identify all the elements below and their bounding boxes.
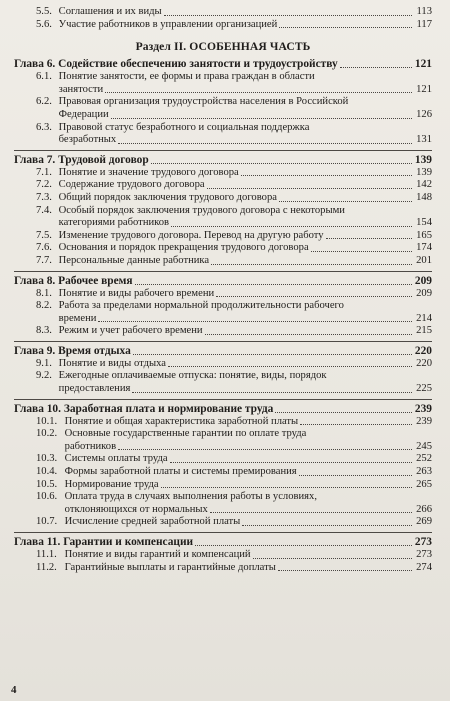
section-page: 265 <box>416 478 432 490</box>
toc-section-entry <box>14 358 432 371</box>
dot-leader <box>326 237 412 239</box>
dot-leader <box>242 524 412 526</box>
chapter-divider <box>14 532 432 533</box>
chapter-page: 220 <box>414 344 432 357</box>
chapter-page: 239 <box>414 402 432 415</box>
dot-leader <box>279 200 412 202</box>
toc-section-entry <box>14 134 432 147</box>
toc-chapter-entry <box>14 536 432 549</box>
section-title: занятости <box>58 83 104 95</box>
dot-leader <box>105 91 412 93</box>
section-title: Понятие и виды гарантий и компенсаций <box>64 549 251 560</box>
toc-section-entry-line <box>14 96 432 109</box>
section-number: 10.5. <box>36 478 58 490</box>
section-page: 252 <box>416 453 432 465</box>
section-title: категориями работников <box>58 217 170 229</box>
section-title: Понятие и общая характеристика заработной платы <box>64 415 299 427</box>
section-title: Основные государственные гарантии по оплате труда <box>64 428 307 440</box>
section-page: 225 <box>416 383 432 395</box>
section-number: 9.1. <box>36 357 52 369</box>
chapter-divider <box>14 150 432 151</box>
section-title: Участие работников в управлении организацией <box>58 18 278 30</box>
chapter-divider <box>14 341 432 342</box>
chapter-title: Глава 9. Время отдыха <box>14 344 131 357</box>
dot-leader <box>132 391 412 393</box>
section-number: 7.7. <box>36 254 52 266</box>
section-title: Понятие и виды отдыха <box>58 357 166 369</box>
toc-section-entry <box>14 242 432 255</box>
section-title: Правовая организация трудоустройства населения в Российской <box>58 96 349 108</box>
toc-section-entry <box>14 453 432 466</box>
toc-section-entry <box>14 516 432 529</box>
section-page: 117 <box>416 18 432 30</box>
section-title: Работа за пределами нормальной продолжительности рабочего <box>58 300 344 312</box>
section-page: 266 <box>416 503 432 515</box>
dot-leader <box>216 295 412 297</box>
section-page: 165 <box>416 229 432 241</box>
section-number: 7.2. <box>36 179 52 191</box>
section-number: 10.1. <box>36 415 58 427</box>
section-page: 126 <box>416 108 432 120</box>
section-page: 139 <box>416 166 432 178</box>
chapter-page: 121 <box>414 58 432 71</box>
toc-section-entry <box>14 217 432 230</box>
section-number: 9.2. <box>36 370 52 382</box>
table-of-contents <box>14 6 432 574</box>
section-number: 6.3. <box>36 121 52 133</box>
section-number: 7.6. <box>36 242 52 254</box>
section-page: 269 <box>416 516 432 528</box>
dot-leader <box>171 225 412 227</box>
section-title: отклоняющихся от нормальных <box>64 503 208 515</box>
section-title: Ежегодные оплачиваемые отпуска: понятие, виды, порядок <box>58 370 327 382</box>
toc-section-entry <box>14 416 432 429</box>
toc-section-entry <box>14 230 432 243</box>
dot-leader <box>340 66 412 68</box>
section-title: Системы оплаты труда <box>64 453 168 465</box>
section-page: 245 <box>416 440 432 452</box>
section-title: Понятие и виды рабочего времени <box>58 287 215 299</box>
toc-section-entry <box>14 84 432 97</box>
section-number: 10.7. <box>36 516 58 528</box>
dot-leader <box>151 162 412 164</box>
page-number: 4 <box>11 684 17 696</box>
section-title: Федерации <box>58 108 109 120</box>
toc-chapter-entry <box>14 58 432 71</box>
section-title: Нормирование труда <box>64 478 159 490</box>
section-page: 263 <box>416 466 432 478</box>
toc-section-entry <box>14 109 432 122</box>
section-number: 7.1. <box>36 166 52 178</box>
dot-leader <box>98 320 412 322</box>
toc-section-entry <box>14 255 432 268</box>
toc-section-entry-line <box>14 491 432 504</box>
dot-leader <box>164 14 412 16</box>
section-title: Формы заработной платы и системы премирования <box>64 466 297 478</box>
dot-leader <box>135 283 412 285</box>
section-title: безработных <box>58 134 117 146</box>
toc-section-entry <box>14 6 432 19</box>
dot-leader <box>311 250 412 252</box>
dot-leader <box>161 486 412 488</box>
section-title: времени <box>58 312 97 324</box>
toc-section-entry <box>14 479 432 492</box>
chapter-title: Глава 10. Заработная плата и нормирование труда <box>14 402 274 415</box>
dot-leader <box>168 365 412 367</box>
toc-section-entry <box>14 19 432 32</box>
toc-section-entry <box>14 466 432 479</box>
dot-leader <box>278 569 412 571</box>
section-title: Гарантийные выплаты и гарантийные доплаты <box>64 561 276 573</box>
section-title: Режим и учет рабочего времени <box>58 325 203 337</box>
section-page: 121 <box>416 83 432 95</box>
chapter-page: 209 <box>414 274 432 287</box>
section-number: 7.4. <box>36 204 52 216</box>
section-page: 215 <box>416 325 432 337</box>
dot-leader <box>241 174 412 176</box>
chapter-divider <box>14 271 432 272</box>
chapter-title: Глава 7. Трудовой договор <box>14 153 149 166</box>
chapter-title: Глава 8. Рабочее время <box>14 274 133 287</box>
dot-leader <box>279 26 412 28</box>
section-number: 6.1. <box>36 71 52 83</box>
toc-section-entry <box>14 179 432 192</box>
section-number: 11.2. <box>36 561 57 573</box>
section-page: 239 <box>416 415 432 427</box>
dot-leader <box>300 423 412 425</box>
section-number: 5.6. <box>36 18 52 30</box>
section-title: Правовой статус безработного и социальная поддержка <box>58 121 310 133</box>
toc-section-entry-line <box>14 122 432 135</box>
section-number: 10.6. <box>36 491 58 503</box>
chapter-divider <box>14 399 432 400</box>
section-title: Изменение трудового договора. Перевод на другую работу <box>58 229 324 241</box>
section-number: 8.2. <box>36 300 52 312</box>
section-page: 220 <box>416 357 432 369</box>
toc-chapter-entry <box>14 154 432 167</box>
section-number: 11.1. <box>36 549 57 560</box>
toc-section-entry <box>14 192 432 205</box>
toc-section-entry-line <box>14 428 432 441</box>
toc-section-entry <box>14 504 432 517</box>
section-number: 10.2. <box>36 428 58 440</box>
section-page: 201 <box>416 254 432 266</box>
dot-leader <box>111 117 412 119</box>
section-title: предоставления <box>58 383 131 395</box>
section-title: Соглашения и их виды <box>58 6 162 17</box>
toc-section-entry-line <box>14 71 432 84</box>
section-title: Понятие и значение трудового договора <box>58 166 239 178</box>
dot-leader <box>253 557 412 559</box>
section-number: 7.3. <box>36 191 52 203</box>
chapter-title: Глава 6. Содействие обеспечению занятости и трудоустройству <box>14 58 338 71</box>
section-page: 142 <box>416 179 432 191</box>
section-title: Содержание трудового договора <box>58 179 205 191</box>
toc-section-entry-line <box>14 205 432 218</box>
part-heading: Раздел II. ОСОБЕННАЯ ЧАСТЬ <box>135 40 311 54</box>
chapter-title: Глава 11. Гарантии и компенсации <box>14 536 194 548</box>
toc-section-entry <box>14 288 432 301</box>
section-page: 148 <box>416 191 432 203</box>
dot-leader <box>275 411 412 413</box>
section-page: 174 <box>416 242 432 254</box>
section-number: 8.3. <box>36 325 52 337</box>
toc-section-entry <box>14 562 432 575</box>
section-page: 154 <box>416 217 432 229</box>
dot-leader <box>207 187 412 189</box>
section-number: 10.3. <box>36 453 58 465</box>
toc-section-entry <box>14 313 432 326</box>
section-page: 273 <box>416 549 432 560</box>
dot-leader <box>118 142 412 144</box>
toc-section-entry-line <box>14 300 432 313</box>
dot-leader <box>133 353 412 355</box>
section-title: работников <box>64 440 117 452</box>
section-page: 131 <box>416 134 432 146</box>
dot-leader <box>299 474 412 476</box>
toc-chapter-entry <box>14 345 432 358</box>
section-number: 5.5. <box>36 6 52 17</box>
chapter-page: 273 <box>414 536 432 548</box>
section-number: 10.4. <box>36 466 58 478</box>
dot-leader <box>210 511 412 513</box>
section-page: 274 <box>416 561 432 573</box>
section-page: 209 <box>416 287 432 299</box>
section-page: 214 <box>416 312 432 324</box>
section-title: Исчисление средней заработной платы <box>64 516 241 528</box>
section-title: Понятие занятости, ее формы и права граждан в области <box>58 71 315 83</box>
toc-section-entry-line <box>14 370 432 383</box>
toc-section-entry <box>14 325 432 338</box>
dot-leader <box>205 333 412 335</box>
dot-leader <box>211 263 412 265</box>
chapter-page: 139 <box>414 153 432 166</box>
section-title: Персональные данные работника <box>58 254 210 266</box>
toc-chapter-entry <box>14 403 432 416</box>
section-title: Общий порядок заключения трудового договора <box>58 191 277 203</box>
section-number: 7.5. <box>36 229 52 241</box>
toc-section-entry <box>14 441 432 454</box>
toc-section-entry <box>14 549 432 562</box>
dot-leader <box>118 448 412 450</box>
section-title: Основания и порядок прекращения трудового договора <box>58 242 309 254</box>
section-title: Оплата труда в случаях выполнения работы в условиях, <box>64 491 317 503</box>
section-title: Особый порядок заключения трудового договора с некоторыми <box>58 204 345 216</box>
section-number: 6.2. <box>36 96 52 108</box>
toc-section-entry <box>14 167 432 180</box>
section-page: 113 <box>416 6 432 17</box>
toc-section-entry <box>14 383 432 396</box>
toc-chapter-entry <box>14 275 432 288</box>
dot-leader <box>195 544 412 546</box>
section-number: 8.1. <box>36 287 52 299</box>
dot-leader <box>170 461 412 463</box>
